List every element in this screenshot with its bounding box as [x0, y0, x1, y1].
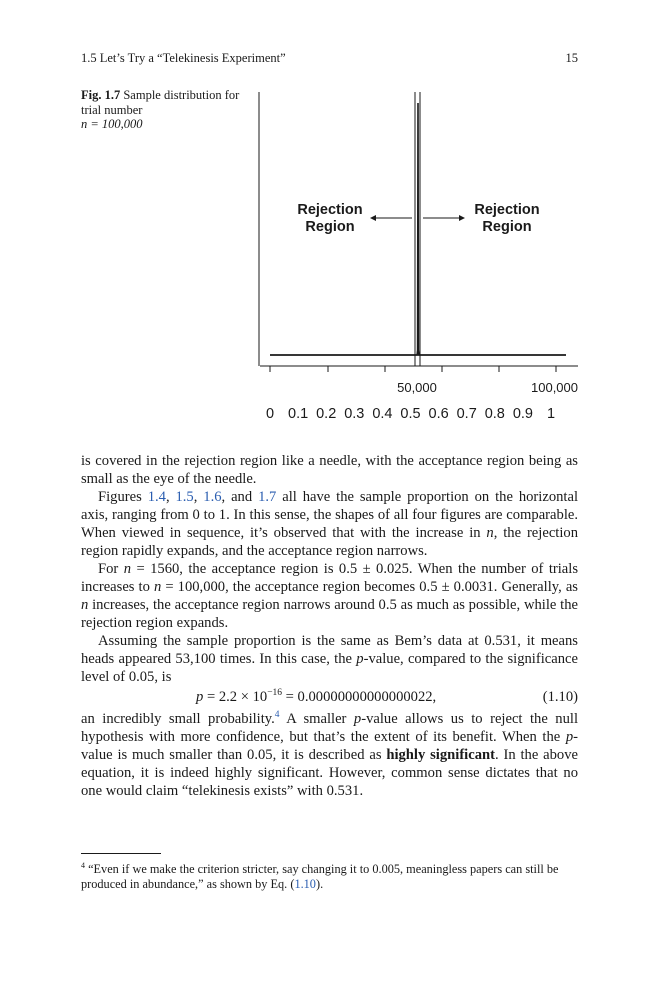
paragraph-4 — [81, 632, 578, 686]
paragraph-2 — [81, 488, 578, 560]
figure-ref-1-5[interactable]: 1.5 — [175, 489, 194, 505]
rejection-right-line1: Rejection — [474, 202, 540, 218]
p5-var-p1: p — [353, 711, 362, 727]
proportion-tick-label-3: 0.3 — [344, 406, 365, 422]
proportion-tick-label-2: 0.2 — [316, 406, 337, 422]
eq-mid: = 2.2 × 10 — [203, 689, 268, 705]
p5-text-c: -value allows us to reject the null hypothesis with more confidence, but that’s the extent of its benefit. When the — [81, 711, 579, 745]
p2-sep1: , — [165, 489, 176, 505]
proportion-tick-label-0: 0 — [265, 406, 275, 422]
count-tick-label-100000: 100,000 — [531, 380, 578, 395]
proportion-tick-label-9: 0.9 — [512, 406, 533, 422]
figure-label: Fig. 1.7 — [81, 88, 121, 102]
p5-bold-term: highly significant — [386, 747, 495, 763]
p5-text-e: . In the above equation, it is indeed highly significant. However, common sense dictates that no one would claim “telekinesis exists” with 0.531. — [81, 747, 578, 799]
proportion-tick-label-1: 0.1 — [288, 406, 309, 422]
eq-exponent: −16 — [267, 688, 283, 699]
eq-end: = 0.00000000000000022, — [282, 689, 437, 705]
p2-text-a: all have the sample proportion on the horizontal axis, ranging from 0 to 1. In this sense, the shapes of all four figures are comparable. When viewed in sequence, it’s observed that with the increase in — [81, 489, 578, 541]
p2-sep2: , — [193, 489, 204, 505]
p2-var-n: n — [486, 525, 494, 541]
rejection-left-line2: Region — [305, 219, 355, 235]
footnote-marker-4[interactable]: 4 — [274, 710, 280, 721]
figure-ref-1-7[interactable]: 1.7 — [258, 489, 277, 505]
page-number: 15 — [565, 51, 578, 65]
proportion-tick-label-8: 0.8 — [484, 406, 505, 422]
running-head-section: 1.5 Let’s Try a “Telekinesis Experiment” — [81, 51, 286, 65]
p3-text-b: = 1560, the acceptance region is 0.5 ± 0.025. When the number of trials increases to — [81, 561, 579, 595]
footnote-end: ). — [315, 877, 324, 891]
p2-text-b: , the rejection region rapidly expands, and the acceptance region narrows. — [81, 525, 578, 559]
proportion-tick-label-10: 1 — [546, 406, 556, 422]
equation-expression — [81, 688, 436, 706]
p5-text-a: an incredibly small probability. — [81, 711, 275, 727]
p5-text-b: A smaller — [279, 711, 354, 727]
rejection-left-line1: Rejection — [297, 202, 363, 218]
footnote — [81, 862, 578, 892]
p3-text-d: increases, the acceptance region narrows around 0.5 as much as possible, while the rejection region expands. — [81, 597, 578, 631]
caption-text: Sample distribution for trial number — [81, 88, 240, 117]
p3-var-n3: n — [81, 597, 89, 613]
proportion-tick-labels — [266, 406, 555, 422]
paragraph-3 — [81, 560, 578, 632]
p5-text-d: -value is much smaller than 0.05, it is described as — [81, 729, 578, 763]
p3-var-n1: n — [123, 561, 132, 577]
proportion-tick-label-6: 0.6 — [428, 406, 449, 422]
p3-text-a: For — [98, 561, 124, 577]
footnote-text: “Even if we make the criterion stricter, say changing it to 0.005, meaningless papers can still be produced in abundance,” as shown by Eq. ( — [81, 862, 559, 891]
p2-sep3: , and — [221, 489, 259, 505]
p4-text-a: Assuming the sample proportion is the same as Bem’s data at 0.531, it means heads appeared 53,100 times. In this case, the — [81, 633, 578, 667]
footnote-rule — [81, 853, 161, 854]
body-text — [81, 452, 578, 800]
paragraph-5 — [81, 710, 578, 800]
rejection-right-line2: Region — [482, 219, 532, 235]
count-tick-label-50000: 50,000 — [397, 380, 437, 395]
caption-math: n = 100,000 — [81, 117, 143, 131]
footnote-mark: 4 — [81, 860, 85, 870]
figure-ref-1-6[interactable]: 1.6 — [203, 489, 222, 505]
p4-text-b: -value, compared to the significance level of 0.05, is — [81, 651, 578, 685]
proportion-tick-label-5: 0.5 — [400, 406, 421, 422]
proportion-tick-label-4: 0.4 — [372, 406, 393, 422]
equation-number: (1.10) — [542, 689, 578, 705]
sample-distribution-chart — [0, 0, 659, 440]
p2-start: Figures — [98, 489, 148, 505]
equation-ref-1-10[interactable]: 1.10 — [294, 877, 316, 891]
p4-var-p: p — [356, 651, 364, 667]
paragraph-1: is covered in the rejection region like a needle, with the acceptance region being as small as the eye of the needle. — [81, 453, 578, 487]
proportion-tick-label-7: 0.7 — [456, 406, 477, 422]
x-axis-ticks — [270, 366, 556, 372]
p5-var-p2: p — [565, 729, 574, 745]
eq-var-p: p — [196, 689, 204, 705]
figure-ref-1-4[interactable]: 1.4 — [147, 489, 166, 505]
p3-var-n2: n — [153, 579, 162, 595]
equation-1-10 — [81, 688, 578, 706]
p3-text-c: = 100,000, the acceptance region becomes 0.5 ± 0.0031. Generally, as — [161, 579, 578, 595]
